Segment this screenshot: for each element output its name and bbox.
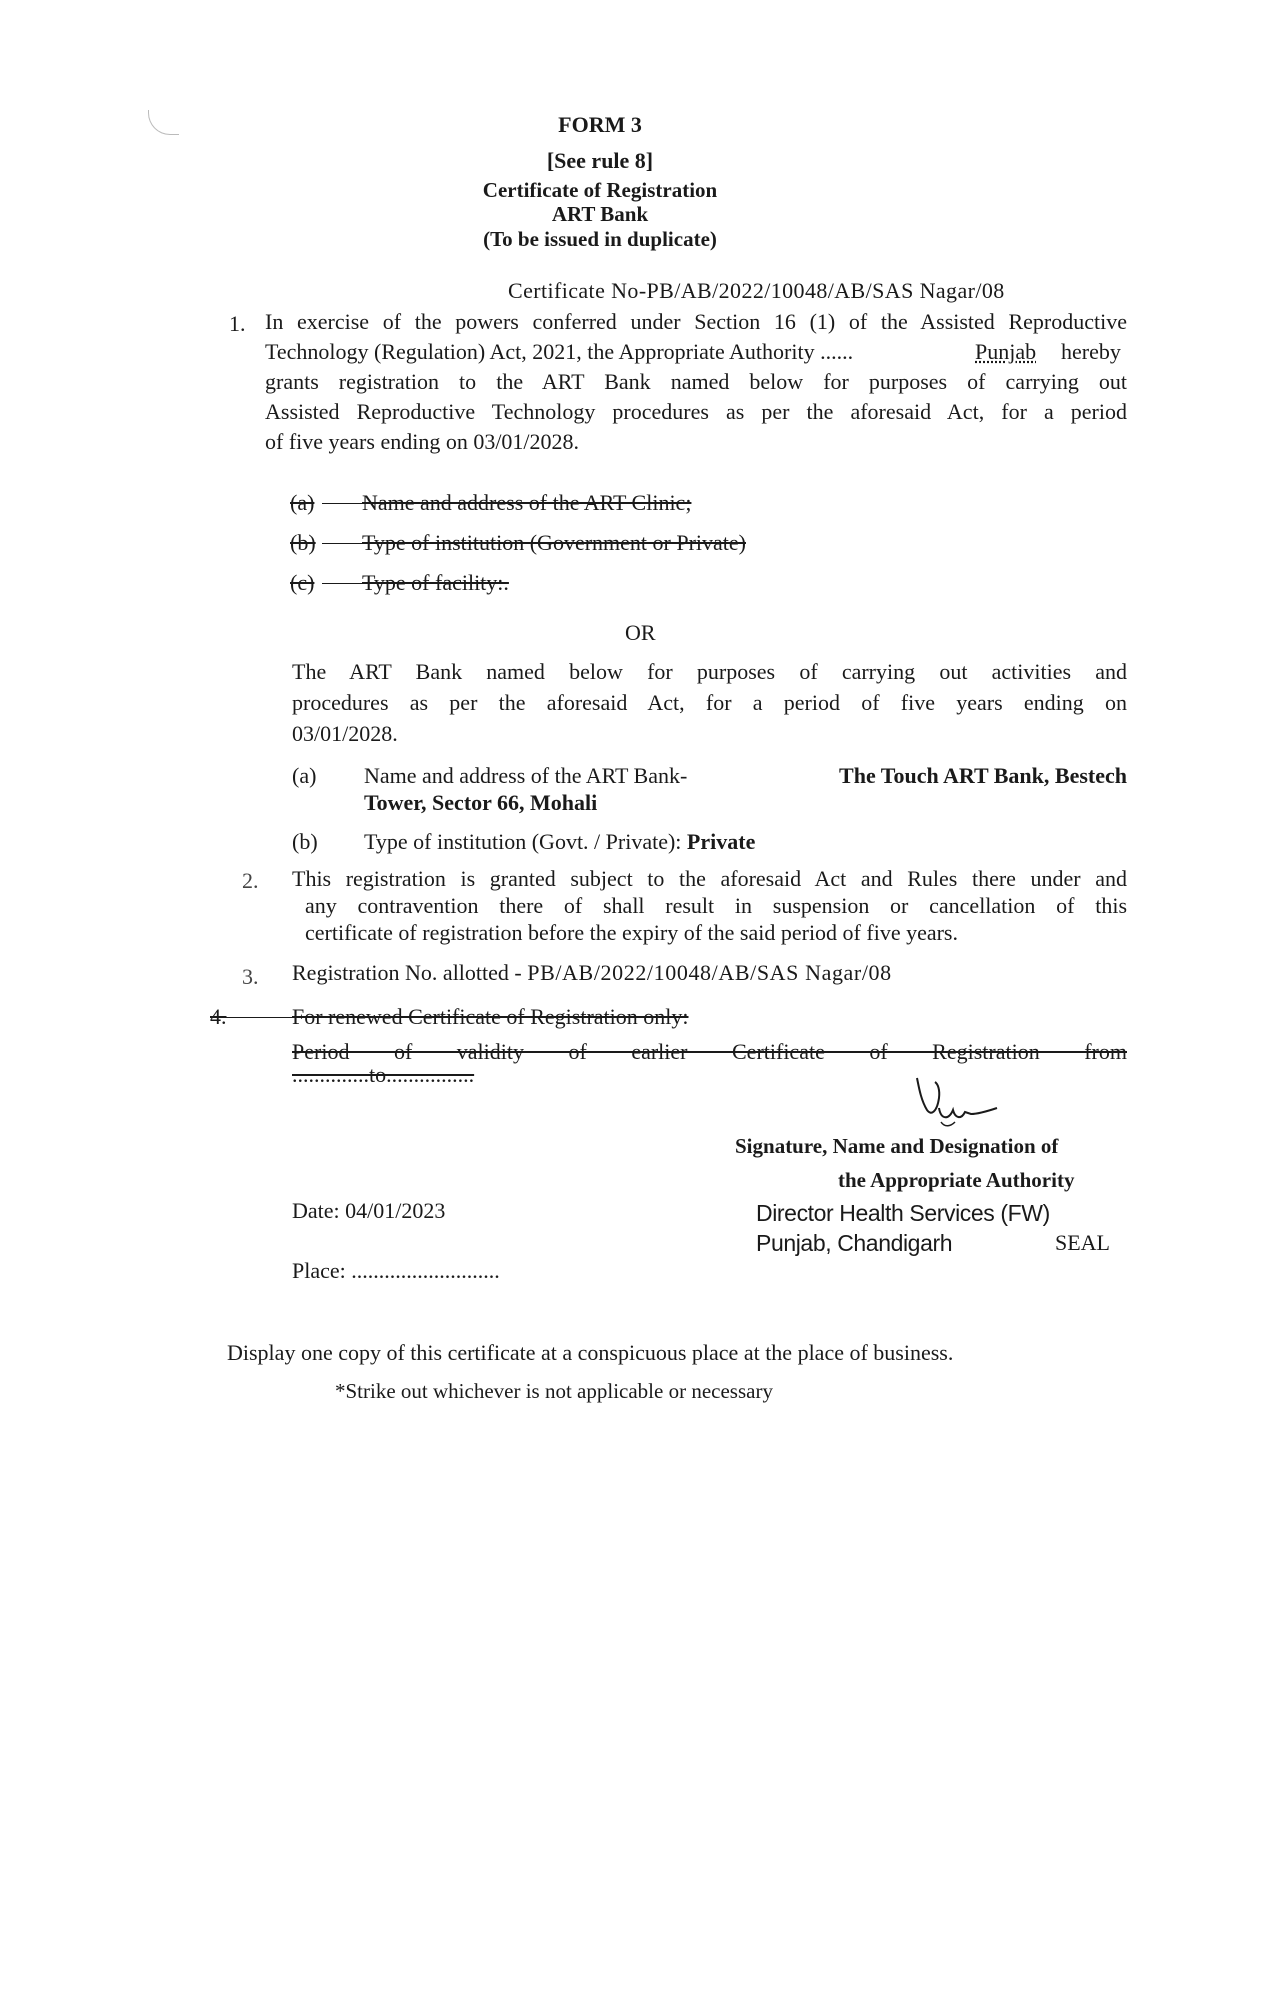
item2-line1: This registration is granted subject to the aforesaid Act and Rules there under and <box>292 866 1127 891</box>
bank-para-line1: The ART Bank named below for purposes of carrying out activities and <box>292 659 1127 684</box>
struck-clinic-b-label: (b) <box>290 530 316 555</box>
institution-type-value: Private <box>686 829 756 854</box>
item1-line3: grants registration to the ART Bank named below for purposes of carrying out <box>265 369 1127 394</box>
bank-item-a-label: (a) <box>292 763 317 788</box>
form-number: FORM 3 <box>558 112 642 137</box>
bank-item-a-line1 <box>364 763 1127 789</box>
certificate-subtitle: ART Bank <box>551 202 649 226</box>
rule-reference: [See rule 8] <box>546 148 654 173</box>
stamp-designation: Director Health Services (FW) <box>756 1200 1050 1226</box>
certificate-title: Certificate of Registration <box>482 178 718 202</box>
bank-address-value: Tower, Sector 66, Mohali <box>364 790 598 815</box>
bank-item-b-label: (b) <box>292 829 318 854</box>
signature-caption-line2: the Appropriate Authority <box>838 1168 1075 1192</box>
date-line: Date: 04/01/2023 <box>292 1198 446 1223</box>
item4-line2: ..............to................ <box>292 1062 475 1087</box>
struck-clinic-c-text: Type of facility:. <box>362 570 509 595</box>
display-instruction: Display one copy of this certificate at a conspicuous place at the place of business. <box>227 1340 954 1365</box>
item4-heading: For renewed Certificate of Registration only: <box>292 1004 689 1029</box>
registration-number-value: PB/AB/2022/10048/AB/SAS Nagar/08 <box>527 960 892 985</box>
struck-clinic-c-label: (c) <box>290 570 315 595</box>
item2-number: 2. <box>242 868 259 893</box>
bank-para-line3: 03/01/2028. <box>292 721 398 746</box>
bank-para-line2: procedures as per the aforesaid Act, for a period of five years ending on <box>292 690 1127 715</box>
item1-line2-text: Technology (Regulation) Act, 2021, the Appropriate Authority ...... <box>265 339 854 364</box>
item3-line <box>292 960 892 986</box>
or-separator: OR <box>625 620 656 645</box>
seal-label: SEAL <box>1055 1230 1110 1255</box>
item3-text: Registration No. allotted - <box>292 960 522 985</box>
strike-line <box>322 583 364 584</box>
bank-name-value: The Touch ART Bank, Bestech <box>839 763 1127 788</box>
authority-name: Punjab <box>975 339 1037 364</box>
stamp-location: Punjab, Chandigarh <box>756 1230 953 1256</box>
strike-out-note: *Strike out whichever is not applicable or necessary <box>335 1379 773 1403</box>
item2-line2: any contravention there of shall result in suspension or cancellation of this <box>305 893 1127 918</box>
item4-line1: Period of validity of earlier Certificate of Registration from <box>292 1039 1127 1064</box>
item3-number: 3. <box>242 964 259 989</box>
certificate-number: Certificate No-PB/AB/2022/10048/AB/SAS Nagar/08 <box>508 278 1005 303</box>
item4-number: 4. <box>210 1004 227 1029</box>
item1-line1: In exercise of the powers conferred under Section 16 (1) of the Assisted Reproductive <box>265 309 1127 334</box>
item1-line5: of five years ending on 03/01/2028. <box>265 429 580 454</box>
bank-item-b-text: Type of institution (Govt. / Private): <box>364 829 682 854</box>
duplicate-note: (To be issued in duplicate) <box>483 227 717 251</box>
struck-clinic-a-text: Name and address of the ART Clinic; <box>362 490 692 515</box>
item2-line3: certificate of registration before the expiry of the said period of five years. <box>305 920 958 945</box>
strike-line <box>322 543 364 544</box>
item1-line4: Assisted Reproductive Technology procedures as per the aforesaid Act, for a period <box>265 399 1127 424</box>
strike-line <box>322 503 364 504</box>
strike-line <box>226 1017 294 1018</box>
signature-caption-line1: Signature, Name and Designation of <box>735 1134 1059 1158</box>
bank-item-a-text: Name and address of the ART Bank- <box>364 763 688 788</box>
place-line: Place: ........................... <box>292 1258 500 1283</box>
item1-number: 1. <box>229 311 246 336</box>
item1-hereby: hereby <box>1061 339 1121 364</box>
struck-clinic-b-text: Type of institution (Government or Private) <box>362 530 746 555</box>
handwritten-signature <box>905 1068 1005 1130</box>
bank-item-b-line <box>364 829 755 855</box>
struck-clinic-a-label: (a) <box>290 490 315 515</box>
